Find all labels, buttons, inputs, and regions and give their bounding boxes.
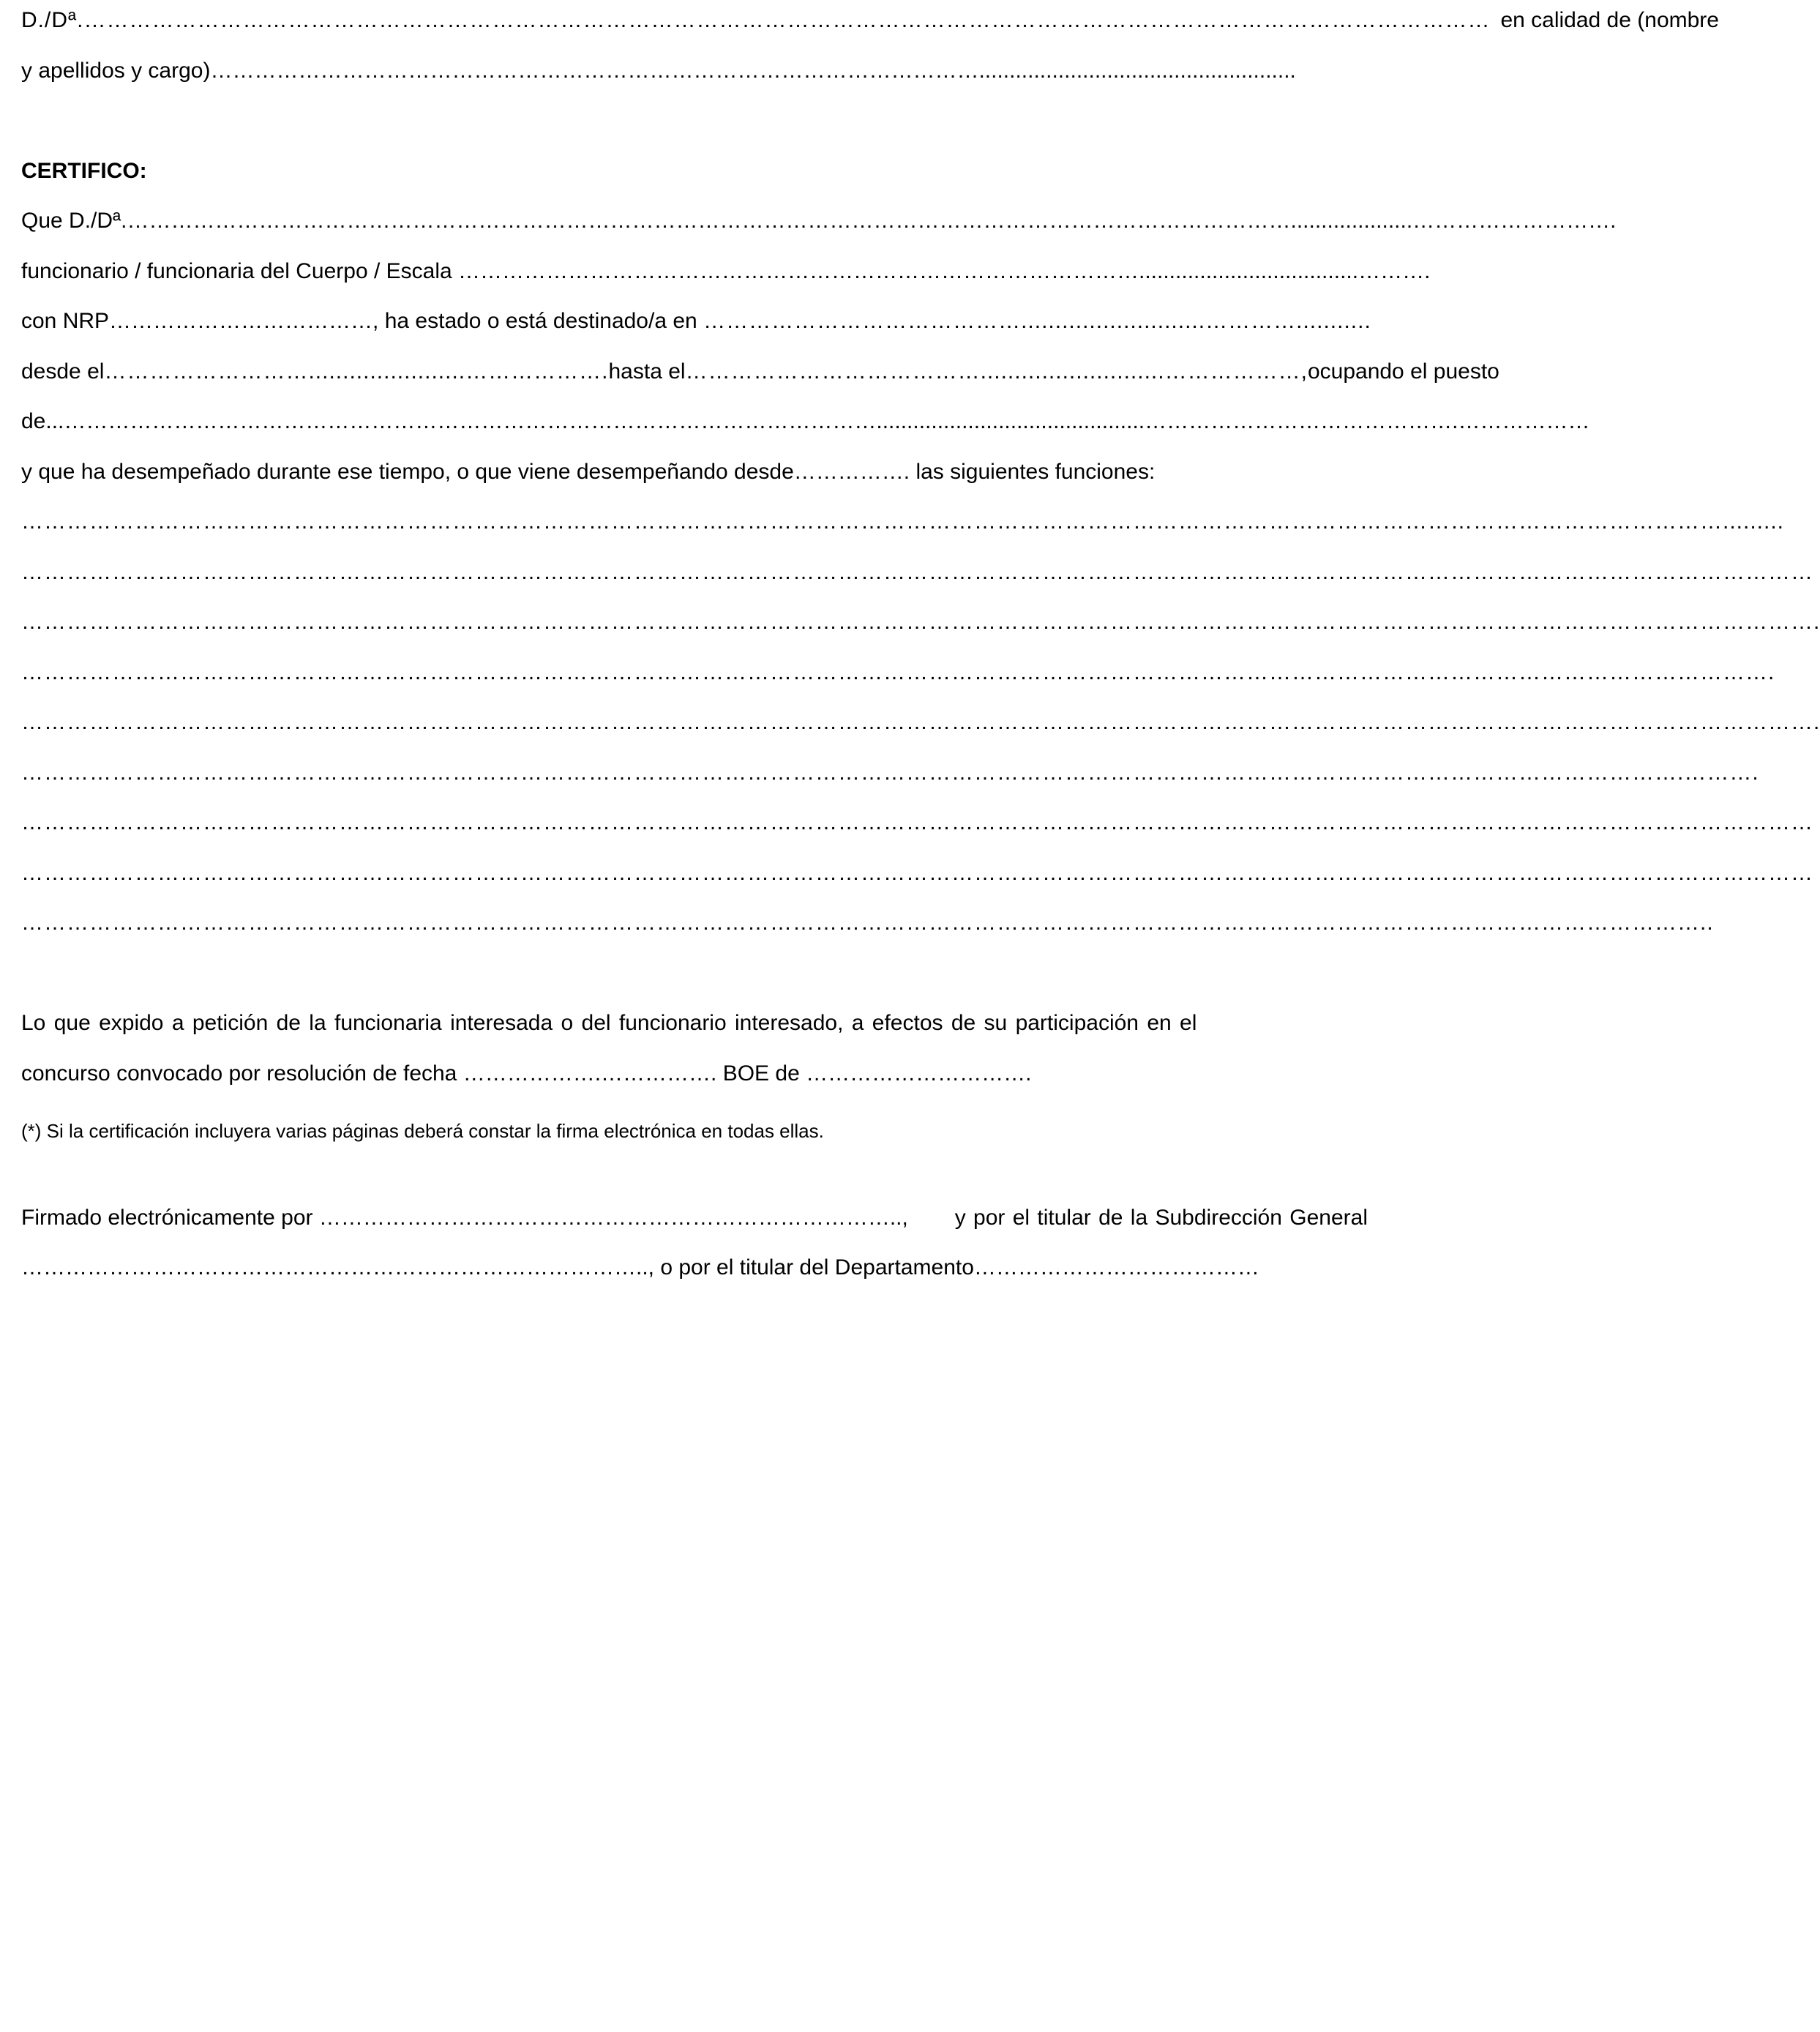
firmado-line-1 — [21, 1193, 1368, 1244]
puesto-field[interactable]: de...…………………………………………………………………………………………………............................................…………………………………….……………… — [21, 409, 1590, 433]
funciones-blank-line[interactable]: ………………………………………………………………………………………………………………………………………………………………………………………………….………. — [21, 760, 1759, 785]
intro-line-1 — [21, 0, 1719, 46]
hasta-field[interactable]: …………………………………...........................………………, — [685, 359, 1308, 384]
certificate-document — [21, 0, 1820, 1293]
funciones-blank-line[interactable]: ………………………………………………………………………………………………………………………………………………………………………………………………………………… — [21, 810, 1813, 834]
expido-text-2[interactable]: concurso convocado por resolución de fecha ……………….……………. BOE de …………………………. — [21, 1061, 1032, 1086]
funciones-blank-lines — [21, 497, 1820, 949]
puesto-line — [21, 397, 1590, 447]
funciones-blank-line[interactable]: ………………………………………………………………………………………………………………………………………………………………………………………………………......... — [21, 509, 1785, 534]
que-line — [21, 196, 1617, 247]
intro-line-2 — [21, 46, 1368, 97]
firmado-subdireccion-text: y por el titular de la Subdirección General — [954, 1205, 1368, 1230]
destino-field[interactable]: ……………………………………...........................…………........... — [703, 309, 1371, 333]
nrp-field[interactable]: con NRP………………………………, ha estado o está destinado/a en — [21, 309, 704, 333]
firmado-line-2 — [21, 1243, 1368, 1293]
cuerpo-line — [21, 247, 1431, 297]
funciones-blank-line[interactable]: ………………………………………………………………………………………………………………………………………………………………………………………………………………… — [21, 860, 1813, 885]
intro-capacity-label: en calidad de (nombre — [1500, 8, 1719, 32]
desde-hasta-line — [21, 347, 1499, 397]
cuerpo-escala-field[interactable]: funcionario / funcionaria del Cuerpo / Escala …………………………………………………………………………………....................................………. — [21, 258, 1431, 283]
desde-label: desde el — [21, 359, 105, 384]
firmado-por-field[interactable]: Firmado electrónicamente por …………………………………………………………………….., — [21, 1205, 908, 1230]
funciones-blank-line[interactable]: …………………………………………………………………………………………………………………………………………………………………………………………………………………. — [21, 710, 1820, 734]
desde-field[interactable]: ……………………….......................………………. — [104, 359, 609, 384]
intro-name-field[interactable]: D./Dª.…………………………………………………………………………………………………………………………………………………………………… — [21, 8, 1491, 32]
funciones-blank-line[interactable]: …………………………………………………………………………………………………………………………………………………………………………………………………………………. — [21, 610, 1820, 634]
firmado-departamento-field[interactable]: ………………………………………………………………………….., o por el titular del Departamento………………………………… — [21, 1255, 1259, 1280]
funciones-blank-line[interactable]: ……………………………………………………………………………………………………………………………………………………………………………………………………………. — [21, 660, 1775, 684]
nrp-line — [21, 296, 1371, 347]
certifico-heading: CERTIFICO: — [21, 158, 147, 183]
funciones-blank-line[interactable]: ………………………………………………………………………………………………………………………………………………………………………………………………………………… — [21, 559, 1813, 584]
expido-text-1: Lo que expido a petición de la funcionaria interesada o del funcionario interesado, a efectos de su participación en el — [21, 1011, 1197, 1035]
funciones-line: y que ha desempeñado durante ese tiempo, o que viene desempeñando desde……………. las siguientes funciones: — [21, 459, 1156, 484]
funciones-blank-line[interactable]: …………………………………………………………………………………………………………………………………………………………………………………………………….. — [21, 911, 1714, 935]
intro-cargo-field[interactable]: y apellidos y cargo)…………………………………………………………………………………………….................................................... — [21, 58, 1296, 83]
expido-line-2 — [21, 1049, 1368, 1099]
ocupando-label: ocupando el puesto — [1307, 359, 1499, 384]
expido-line-1 — [21, 998, 1368, 1049]
que-name-field[interactable]: Que D./Dª.……………………………………………………………………………………………………………………………………………....................………………………. — [21, 209, 1617, 233]
hasta-label: hasta el — [608, 359, 686, 384]
footnote: (*) Si la certificación incluyera varias páginas deberá constar la firma electrónica en todas ellas. — [21, 1120, 824, 1142]
